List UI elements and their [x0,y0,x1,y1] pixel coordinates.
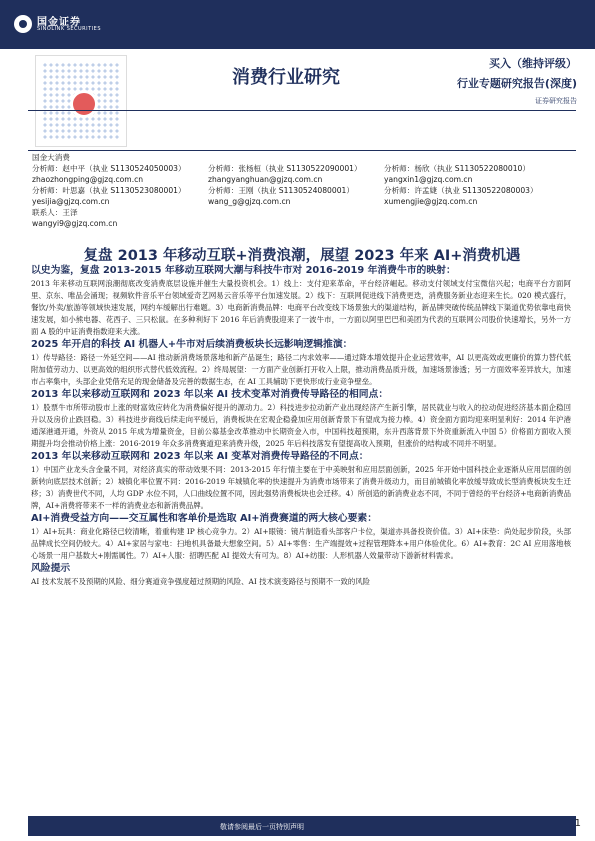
disclaimer-link[interactable]: 敬请参阅最后一页特别声明 [220,823,304,831]
analyst-email[interactable]: yesijia@gjzq.com.cn [32,197,110,206]
brand-name: 国金证券 [37,17,81,28]
analyst-entry: 分析师：张杨桓（执业 S1130522090001） [208,164,362,173]
risk-heading: 风险提示 [31,563,71,574]
analyst-entry: 分析师：叶思嘉（执业 S1130523080001） [32,186,186,195]
risk-paragraph: AI 技术发展不及预期的风险、细分赛道竞争强度超过预期的风险、AI 技术演变路径与预期不一致的风险 [31,577,371,586]
brand-name-en: SINOLINK SECURITIES [37,26,101,32]
divider [28,110,576,111]
divider [28,150,576,151]
section-heading: AI+消费受益方向——交互属性和客单价是选取 AI+消费赛道的两大核心要素： [31,513,377,524]
report-type: 行业专题研究报告(深度) [456,77,577,90]
section-paragraph: 1）股票牛市所带动股市上涨的财富效应转化为消费偏好提升的源动力。2）科技进步拉动新产业出现经济产生新引擎，居民就业与收入的拉动促进经济基本面企稳回升以及房价止跌回稳。3）科技进步商线后续走向平缓后，消费板块在宏观企稳叠加应用创新背景下有望成为接力棒。4）资金面方面均迎来明显利好：2014 年沪港通深港通开通，外资从 2015 年成为增量资金，目前公募基金改革推动中长期资金入市，中国科技超预期，东升西落背景下外资重新流入中国 5）价格面方面收入预期提升均会推动价格上涨：2016-2019 年众多消费赛道迎来消费升级，2025 年后科技落发有望提高收入预期，但涨价的结构或不同并不明显。 [31,403,571,448]
department-label: 证券研究报告 [535,97,577,105]
analyst-entry: 分析师：杨欣（执业 S1130522080010） [384,164,530,173]
section-heading: 以史为鉴，复盘 2013-2015 年移动互联网大潮与科技牛市对 2016-2019 年消费牛市的映射： [31,265,456,276]
contact-email[interactable]: wangyi9@gjzq.com.cn [32,219,118,228]
analyst-entry: 分析师：许孟婕（执业 S1130522080003） [384,186,538,195]
section-paragraph: 1）传导路径：路径一外延空间——AI 推动新消费场景落地和新产品诞生；路径二内求效率——通过降本增效提升企业运营效率，AI 以更高效或更廉价的算力替代低附加值劳动力、以更高效的组织形式替代低效流程。2）终局展望：一方面产业创新打开收入上限，推动消费品质升级，加速场景渗透；另一方面效率差异放大，加速市占率集中，头部企业凭借充足的现金储备及完善的数据生态，在 AI 工具辅助下更快形成行业竞争壁垒。 [31,353,571,386]
analyst-email[interactable]: zhangyanghuan@gjzq.com.cn [208,175,323,184]
report-body [31,264,571,588]
analyst-row [32,174,572,185]
analyst-block [32,152,572,229]
analyst-email[interactable]: wang_g@gjzq.com.cn [208,197,291,206]
report-headline: 复盘 2013 年移动互联+消费浪潮，展望 2023 年来 AI+消费机遇 [83,248,521,264]
page-number: 1 [574,818,581,829]
section-paragraph: 1）AI+玩具：商业化路径已较清晰，着重构建 IP 核心竞争力。2）AI+眼镜：镜片制造看头部客户卡位，渠道亦具备投资价值。3）AI+床垫：尚处起步阶段，头部品牌成长空间仍较大。4）AI+家居与家电：扫地机具备最大想象空间。5）AI+零售：生产端提效+过程管理降本+用户体验优化。6）AI+教育：2C AI 应用落地核心场景一用户基数大+刚需属性。7）AI+人服：招聘匹配 AI 提效大有可为。8）AI+纺服：人形机器人效量带动下游新材料需求。 [31,527,571,560]
brand-logo-icon [14,15,32,33]
analyst-entry: 分析师：王刚（执业 S1130524080001） [208,186,354,195]
analyst-email[interactable]: zhaozhongping@gjzq.com.cn [32,175,144,184]
section-heading: 2013 年以来移动互联网和 2023 年以来 AI 技术变革对消费传导路径的相同点： [31,389,389,400]
analyst-entry: 分析师：赵中平（执业 S1130524050003） [32,164,186,173]
report-title: 消费行业研究 [232,67,340,88]
rating-label: 买入（维持评级） [489,57,577,70]
section-heading: 2013 年以来移动互联网和 2023 年以来 AI 变革对消费传导路径的不同点： [31,451,369,462]
section-paragraph: 1）中国产业龙头含金量不同，对经济真实的带动效果不同：2013-2015 年行情主要在于中美映射和应用层面创新，2025 年开始中国科技企业逐渐从应用层面的创新转向底层技术创新；2）城镇化率位置不同：2016-2019 年城镇化率的快速提升为消费市场带来了消费升级动力，而目前城镇化率放缓导致成长型消费板块发生迁移；3）消费世代不同，人均 GDP 水位不同，人口曲线位置不同，因此强势消费板块也会迁移。4）所创造的新消费业态不同，不同于曾经的平台经济+电商新消费品牌，AI+消费将带来不一样的消费业态和新消费品牌。 [31,465,571,510]
section-heading: 2025 年开启的科技 AI 机器人+牛市对后续消费板块长远影响逻辑推演： [31,339,353,350]
section-paragraph: 2013 年来移动互联网浪潮彻底改变消费底层设施并催生大量投资机会。1）线上：支付迎来革命，平台经济崛起。移动支付领域支付宝微信兴起；电商平台方面阿里、京东、唯品会涌现；视频软件音乐平台领域爱奇艺网易云音乐等平台加速发展。2）线下：互联网促进线下消费更迭，消费服务新业态迎来生长。020 模式盛行，餐饮/外卖/旅游等领域快速发展，网约车缓解出行难题。3）电商新消费品牌：电商平台改变线下场景独大的渠道结构，新品牌突破传统品牌线下渠道优势依靠电商快速发展，如小熊电器、花西子、三只松鼠。在多种利好下 2016 年后消费股迎来了一波牛市，一方面以阿里巴巴和美团为代表的互联网公司股价快速增长，另外一方面 A 股的中证消费指数迎来大涨。 [31,279,571,336]
analyst-row [32,163,572,174]
analyst-row [32,196,572,207]
analyst-email[interactable]: xumengjie@gjzq.com.cn [384,197,478,206]
contact-name: 联系人：王泽 [32,208,78,217]
team-name: 国金大消费 [32,153,70,162]
analyst-row [32,185,572,196]
header-bar [0,0,595,49]
qr-code-icon [35,55,127,147]
analyst-email[interactable]: yangxin1@gjzq.com.cn [384,175,473,184]
